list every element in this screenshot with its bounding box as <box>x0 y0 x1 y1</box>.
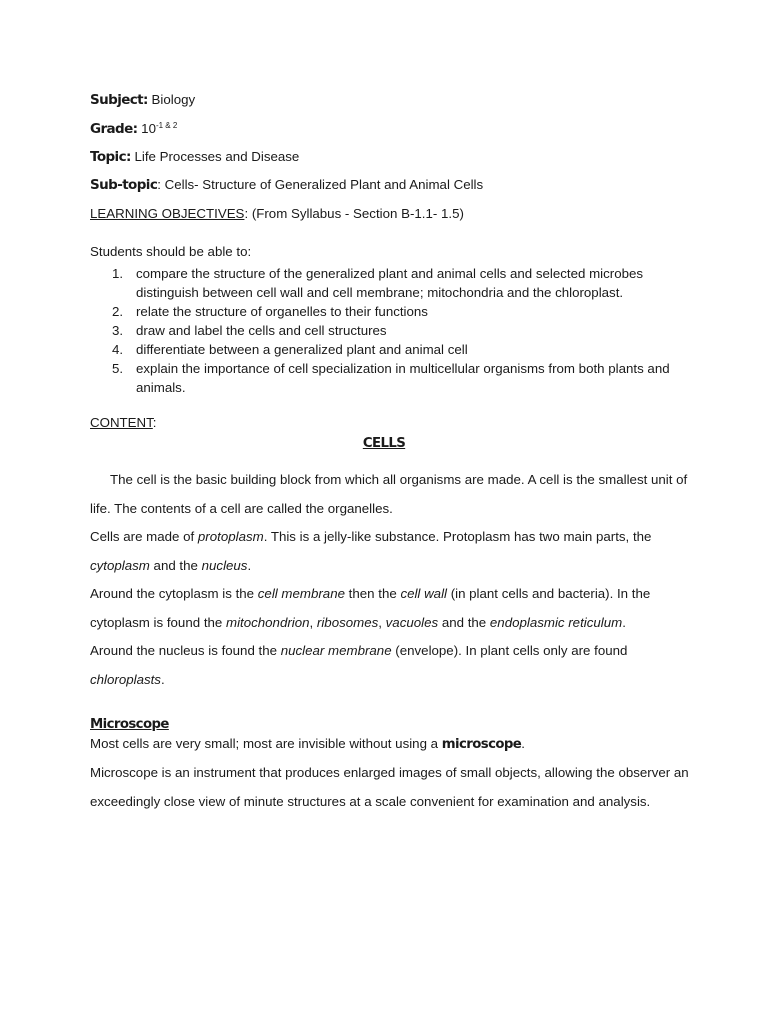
content-label-line: CONTENT: <box>90 415 157 430</box>
subtopic-line <box>90 177 483 193</box>
subject-label: Subject: <box>90 92 148 108</box>
topic-line <box>90 149 299 165</box>
grade-line <box>90 121 177 137</box>
list-item: 2. relate the structure of organelles to their functions <box>112 304 428 319</box>
objectives-line <box>90 206 464 221</box>
subtopic-label: Sub-topic <box>90 177 158 193</box>
list-item: 1. compare the structure of the generalized plant and animal cells and selected microbes distinguish between cell wall and cell membrane; mitochondria and the chloroplast. <box>112 266 644 300</box>
paragraph-microscope: Microscope is an instrument that produces enlarged images of small objects, allowing the observer an exceedingly close view of minute structures at a scale convenient for examination and analysis. <box>90 765 689 809</box>
topic-label: Topic: <box>90 149 131 165</box>
grade-label: Grade: <box>90 121 138 137</box>
topic-value: Life Processes and Disease <box>134 149 300 164</box>
paragraph-nucleus: Around the nucleus is found the nuclear membrane (envelope). In plant cells only are found chloroplasts. <box>90 643 628 687</box>
content-label: CONTENT <box>90 415 153 430</box>
objectives-label: LEARNING OBJECTIVES <box>90 206 245 221</box>
list-item: 4. differentiate between a generalized plant and animal cell <box>112 342 468 357</box>
paragraph-organelles: Around the cytoplasm is the cell membrane then the cell wall (in plant cells and bacteria). In the cytoplasm is found the mitochondrion, ribosomes, vacuoles and the endoplasmic reticulum. <box>90 586 651 630</box>
section-title: CELLS <box>362 436 406 451</box>
subtopic-value: : Cells- Structure of Generalized Plant and Animal Cells <box>157 177 484 192</box>
grade-sup: -1 & 2 <box>155 121 178 130</box>
microscope-heading: Microscope <box>90 717 169 732</box>
list-item: 5. explain the importance of cell specialization in multicellular organisms from both plants and animals. <box>112 361 670 395</box>
objectives-value: : (From Syllabus - Section B-1.1- 1.5) <box>244 206 464 221</box>
grade-value: 10 <box>141 121 156 136</box>
subject-value: Biology <box>151 92 196 107</box>
subject-line <box>90 92 195 108</box>
paragraph-intro: The cell is the basic building block from which all organisms are made. A cell is the smallest unit of life. The contents of a cell are called the organelles. <box>90 472 688 516</box>
list-item: 3. draw and label the cells and cell structures <box>112 323 387 338</box>
objectives-list <box>90 264 690 397</box>
paragraph-protoplasm: Cells are made of protoplasm. This is a jelly-like substance. Protoplasm has two main parts, the cytoplasm and the nucleus. <box>90 529 652 573</box>
microscope-line: Most cells are very small; most are invisible without using a microscope. <box>90 736 525 752</box>
objectives-intro: Students should be able to: <box>90 244 252 259</box>
